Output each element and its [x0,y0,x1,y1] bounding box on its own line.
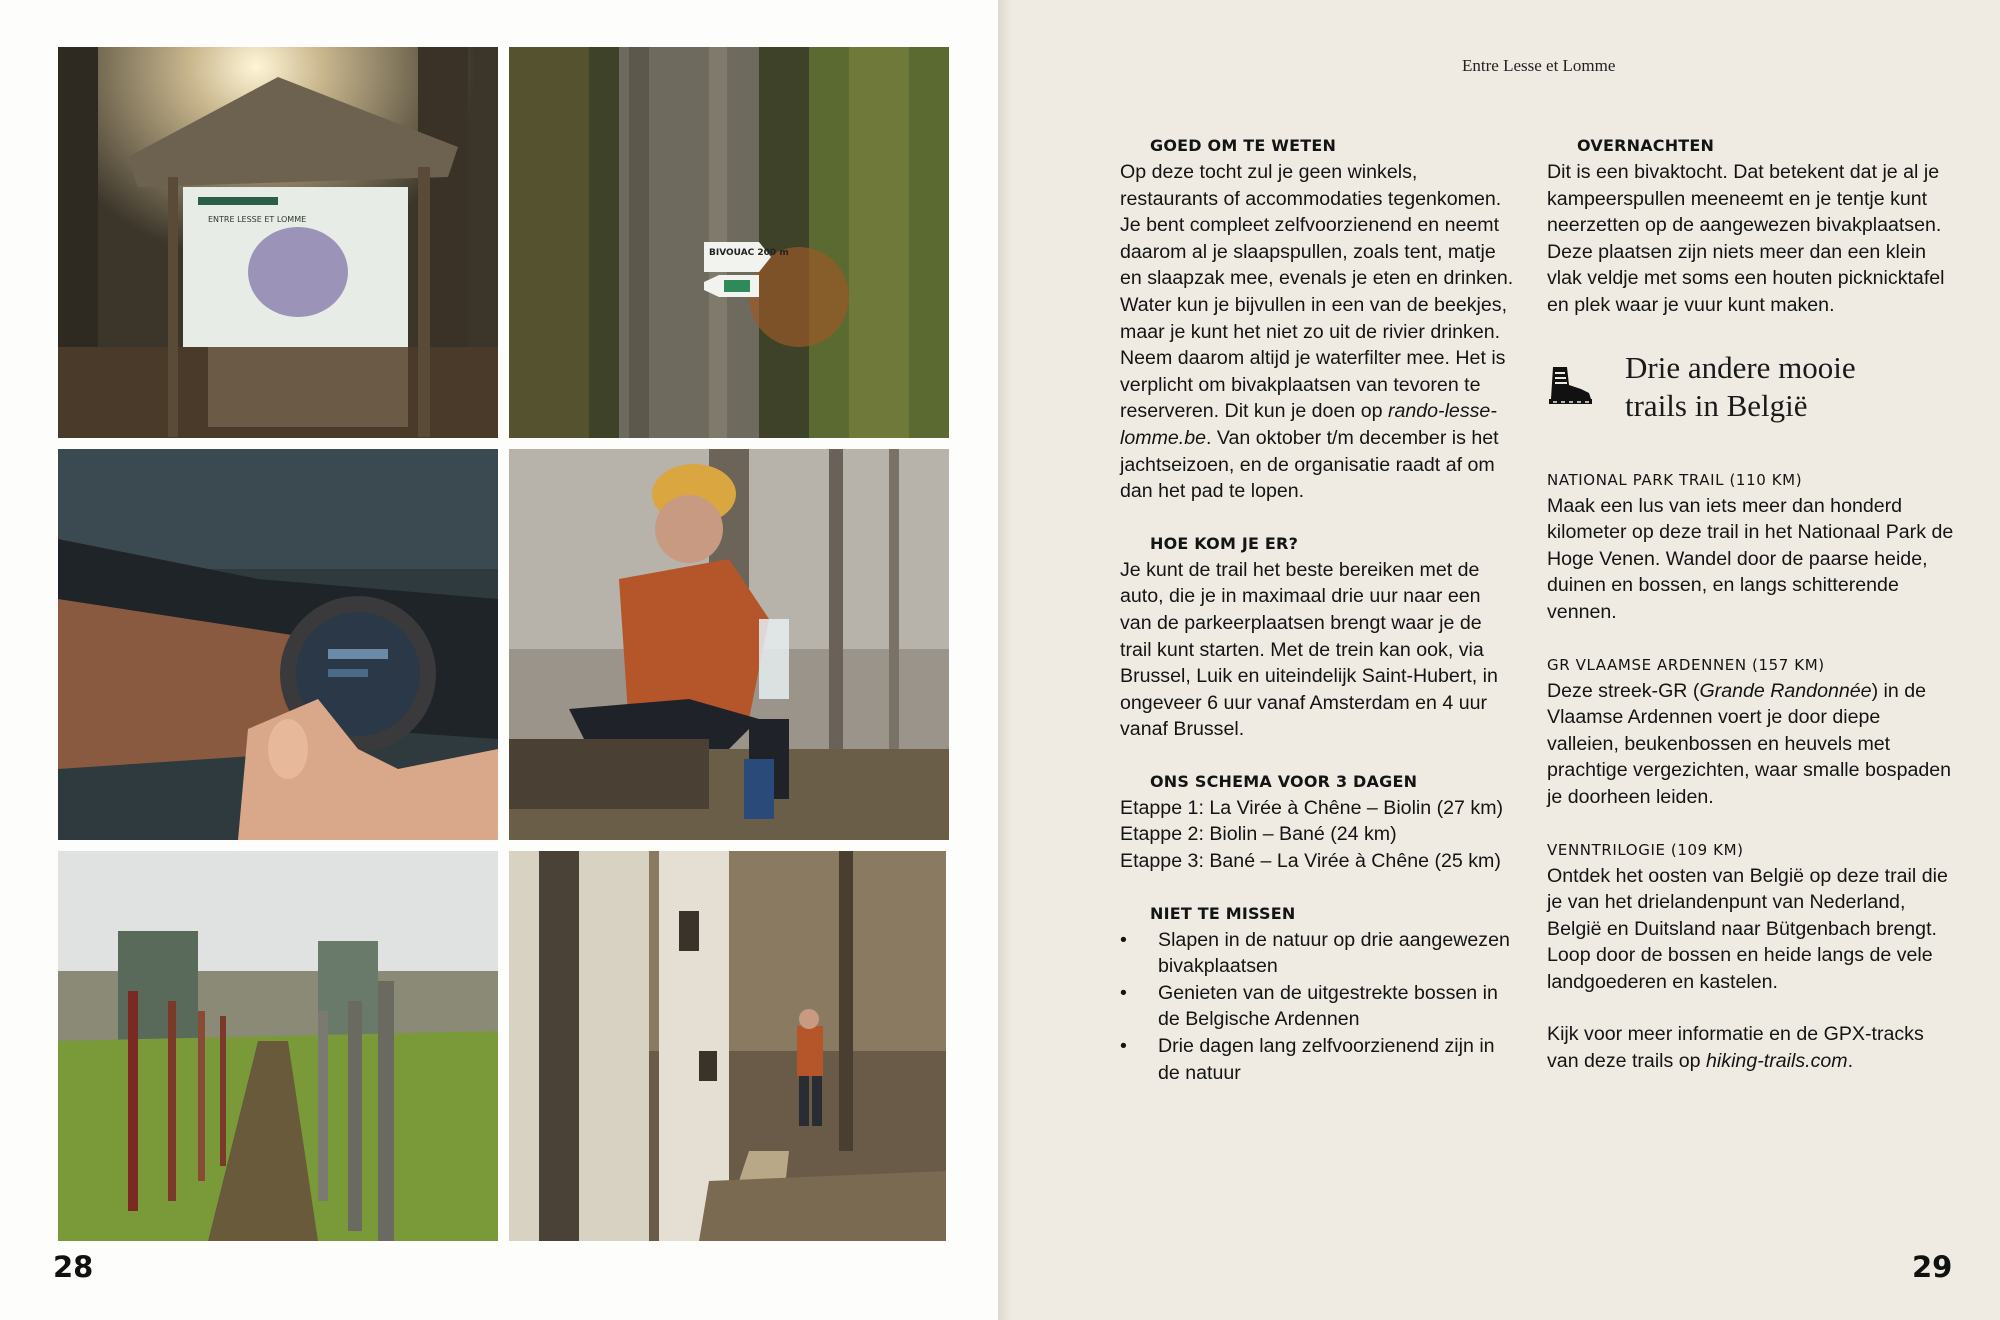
paragraph-overnachten: Dit is een bivaktocht. Dat betekent dat je al je kampeerspullen meeneemt en je tentje kunt neerzetten op de aangewezen bivakplaatsen. Deze plaatsen zijn niets meer dan een klein vlak veldje met soms een houten picknicktafel en plek waar je vuur kunt maken. [1547,161,1945,316]
schema-stage-2: Etappe 2: Biolin – Bané (24 km) [1120,823,1397,846]
trails-section-title [1547,349,1957,433]
page-number-right: 29 [1912,1250,1953,1284]
bivouac-sign-text: BIVOUAC 200 m [709,248,789,258]
trail-name-national-park: NATIONAL PARK TRAIL (110 KM) [1547,470,1803,489]
heading-goed-om-te-weten: GOED OM TE WETEN [1150,136,1337,155]
heading-schema: ONS SCHEMA VOOR 3 DAGEN [1150,771,1418,791]
trails-heading: Drie andere mooie trails in België [1625,349,1856,423]
left-page [0,0,998,1320]
schema-stage-1: Etappe 1: La Virée à Chêne – Biolin (27 km) [1120,796,1504,819]
photo-fence-lined-path [58,851,498,1241]
niet-te-missen-item-1: • Slapen in de natuur op drie aangewezen bivakplaatsen [1120,927,1515,980]
page-spine-shadow [998,0,1012,1320]
trail-national-park [1547,467,1957,626]
schema-stage-3: Etappe 3: Bané – La Virée à Chêne (25 km) [1120,850,1501,873]
trail-name-gr-vlaamse-ardennen: GR VLAAMSE ARDENNEN (157 KM) [1547,655,1825,674]
trail-text-gr-vlaamse-ardennen: Deze streek-GR (Grande Randonnée) in de Vlaamse Ardennen voert je door diepe valleien, beukenbossen en heuvels met prachtige vergezichten, waar smalle bospaden je doorheen leiden. [1547,679,1952,808]
trail-venntrilogie [1547,837,1957,996]
running-head: Entre Lesse et Lomme [1462,56,1616,75]
niet-te-missen-item-2: • Genieten van de uitgestrekte bossen in de Belgische Ardennen [1120,980,1515,1033]
heading-overnachten: OVERNACHTEN [1577,136,1715,155]
link-hiking-trails[interactable]: hiking-trails.com [1706,1050,1848,1073]
photo-hiker-on-boardwalk [509,851,946,1241]
trails-footer-note: Kijk voor meer informatie en de GPX-tracks van deze trails op hiking-trails.com. [1547,1023,1924,1073]
page-number-left: 28 [53,1250,94,1284]
photo-bivouac-tree-sign [509,47,949,438]
paragraph-hoe-kom-je-er: Je kunt de trail het beste bereiken met de auto, die je in maximaal drie uur naar een van de parkeerplaatsen brengt waar je de trail kunt starten. Met de trein kan ook, via Brussel, Luik en uiteindelijk Saint-Hubert, in ongeveer 6 uur vanaf Amsterdam en 4 uur vanaf Brussel. [1120,558,1498,741]
photo-trailhead-map-board [58,47,498,438]
schema-stage-list [1120,795,1515,875]
trail-name-venntrilogie: VENNTRILOGIE (109 KM) [1547,840,1744,859]
photo-hiker-filtering-water [509,449,949,840]
paragraph-goed-om-te-weten: Op deze tocht zul je geen winkels, restaurants of accommodaties tegenkomen. Je bent compleet zelfvoorzienend en neemt daarom al je slaapspullen, zoals tent, matje en slaapzak mee, evenals je eten en drinken. Water kun je bijvullen in een van de beekjes, maar je kunt het niet zo uit de rivier drinken. Neem daarom altijd je waterfilter mee. Het is verplicht om bivakplaatsen van tevoren te reserveren. Dit kun je doen op rando-lesse-lomme.be. Van oktober t/m december is het jachtseizoen, en de organisatie raadt af om dan het pad te lopen. [1120,161,1514,503]
trail-text-venntrilogie: Ontdek het oosten van België op deze trail die je van het drielandenpunt van Nederland, België en Duitsland naar Bütgenbach brengt. Loop door de bossen en heide langs de vele landgoederen en kastelen. [1547,864,1948,993]
heading-niet-te-missen: NIET TE MISSEN [1150,903,1296,923]
niet-te-missen-list [1120,927,1515,1087]
text-column-right [1547,133,1957,1075]
heading-hoe-kom-je-er: HOE KOM JE ER? [1150,533,1299,553]
hiking-boot-icon [1547,365,1593,405]
trail-text-national-park: Maak een lus van iets meer dan honderd kilometer op deze trail in het Nationaal Park de Hoge Venen. Wandel door de paarse heide, duinen en bossen, en langs schitterende vennen. [1547,494,1954,623]
map-board-sign-text: ENTRE LESSE ET LOMME [208,215,307,224]
photo-wrist-gps-watch [58,449,498,840]
trail-gr-vlaamse-ardennen [1547,652,1957,811]
text-column-left [1120,133,1515,1086]
niet-te-missen-item-3: • Drie dagen lang zelfvoorzienend zijn in de natuur [1120,1033,1515,1086]
link-rando-lesse-lomme[interactable]: rando-lesse-lomme.be [1120,400,1497,449]
